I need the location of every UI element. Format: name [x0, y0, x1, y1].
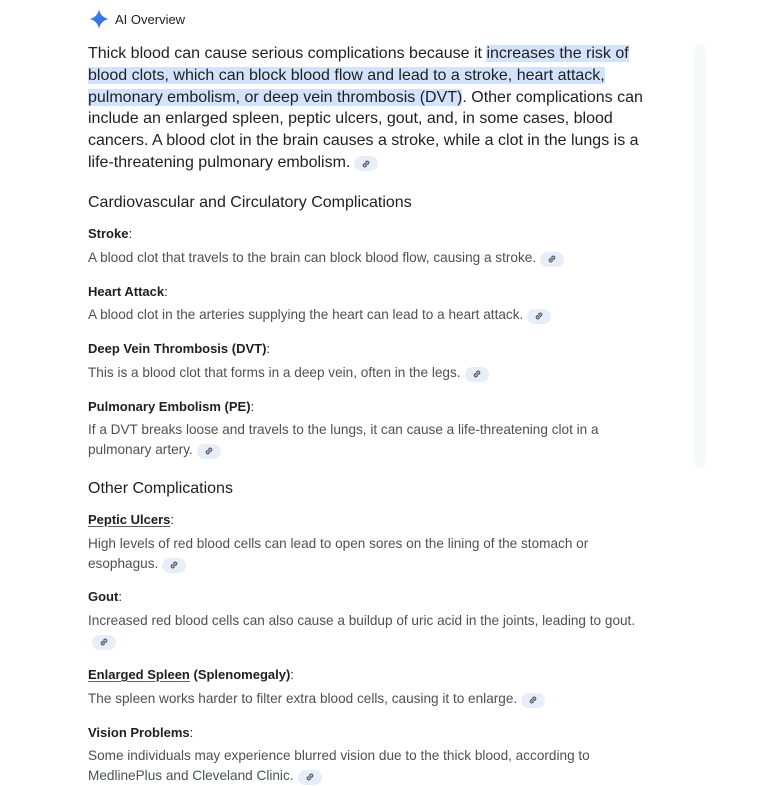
item-title-vision-problems: Vision Problems:	[88, 725, 194, 740]
source-link-chip[interactable]	[521, 693, 545, 708]
source-link-chip[interactable]	[162, 558, 186, 573]
section-heading-other: Other Complications	[88, 480, 233, 497]
link-icon	[547, 254, 557, 264]
source-link-chip[interactable]	[527, 309, 551, 324]
item-text-stroke: A blood clot that travels to the brain can block blood flow, causing a stroke.	[88, 248, 658, 268]
item-text-peptic-ulcers: High levels of red blood cells can lead to open sores on the lining of the stomach or esophagus.	[88, 536, 589, 571]
intro-highlight: increases the risk of blood clots, which can block blood flow and lead to a stroke, heart attack, pulmonary embolism, or deep vein thrombosis (DVT)	[88, 45, 629, 106]
side-panel-scrollbar[interactable]	[694, 44, 706, 468]
link-icon	[528, 695, 538, 705]
item-title-stroke: Stroke:	[88, 226, 133, 241]
ai-overview-title: AI Overview	[115, 11, 186, 27]
item-text-gout: Increased red blood cells can also cause a buildup of uric acid in the joints, leading to gout.	[88, 611, 658, 651]
item-title-gout: Gout:	[88, 589, 122, 604]
item-text-vision-problems: Some individuals may experience blurred vision due to the thick blood, according to MedlinePlus and Cleveland Clinic.	[88, 748, 590, 783]
intro-paragraph	[88, 43, 668, 174]
item-title-pulmonary-embolism: Pulmonary Embolism (PE):	[88, 399, 255, 414]
overview-content	[88, 43, 668, 783]
source-link-chip[interactable]	[465, 367, 489, 382]
link-icon	[534, 311, 544, 321]
item-title-enlarged-spleen[interactable]: Enlarged Spleen (Splenomegaly):	[88, 667, 294, 682]
item-text-heart-attack: A blood clot in the arteries supplying the heart can lead to a heart attack.	[88, 305, 658, 325]
link-icon	[472, 369, 482, 379]
item-title-dvt: Deep Vein Thrombosis (DVT):	[88, 341, 271, 356]
link-icon	[169, 560, 179, 570]
item-title-peptic-ulcers[interactable]: Peptic Ulcers:	[88, 512, 174, 527]
source-link-chip[interactable]	[298, 770, 322, 785]
link-icon	[305, 772, 315, 782]
section-heading-cardiovascular: Cardiovascular and Circulatory Complications	[88, 194, 412, 211]
ai-overview-header	[88, 8, 185, 30]
link-icon	[99, 637, 109, 647]
intro-text-after: . Other complications can include an enlarged spleen, peptic ulcers, gout, and, in some cases, blood cancers. A blood clot in the brain causes a stroke, while a clot in the lungs is a life-threatening pulmonary embolism.	[88, 88, 643, 171]
item-text-pulmonary-embolism: If a DVT breaks loose and travels to the lungs, it can cause a life-threatening clot in a pulmonary artery.	[88, 422, 599, 457]
item-text-dvt: This is a blood clot that forms in a deep vein, often in the legs.	[88, 363, 658, 383]
sparkle-icon	[88, 8, 110, 30]
link-icon	[204, 446, 214, 456]
source-link-chip[interactable]	[540, 252, 564, 267]
item-title-heart-attack: Heart Attack:	[88, 284, 168, 299]
source-link-chip[interactable]	[197, 444, 221, 459]
item-text-enlarged-spleen: The spleen works harder to filter extra blood cells, causing it to enlarge.	[88, 689, 658, 709]
intro-text-before: Thick blood can cause serious complications because it	[88, 45, 487, 62]
source-link-chip[interactable]	[92, 635, 116, 650]
source-link-chip[interactable]	[354, 156, 378, 171]
link-icon	[361, 159, 371, 169]
